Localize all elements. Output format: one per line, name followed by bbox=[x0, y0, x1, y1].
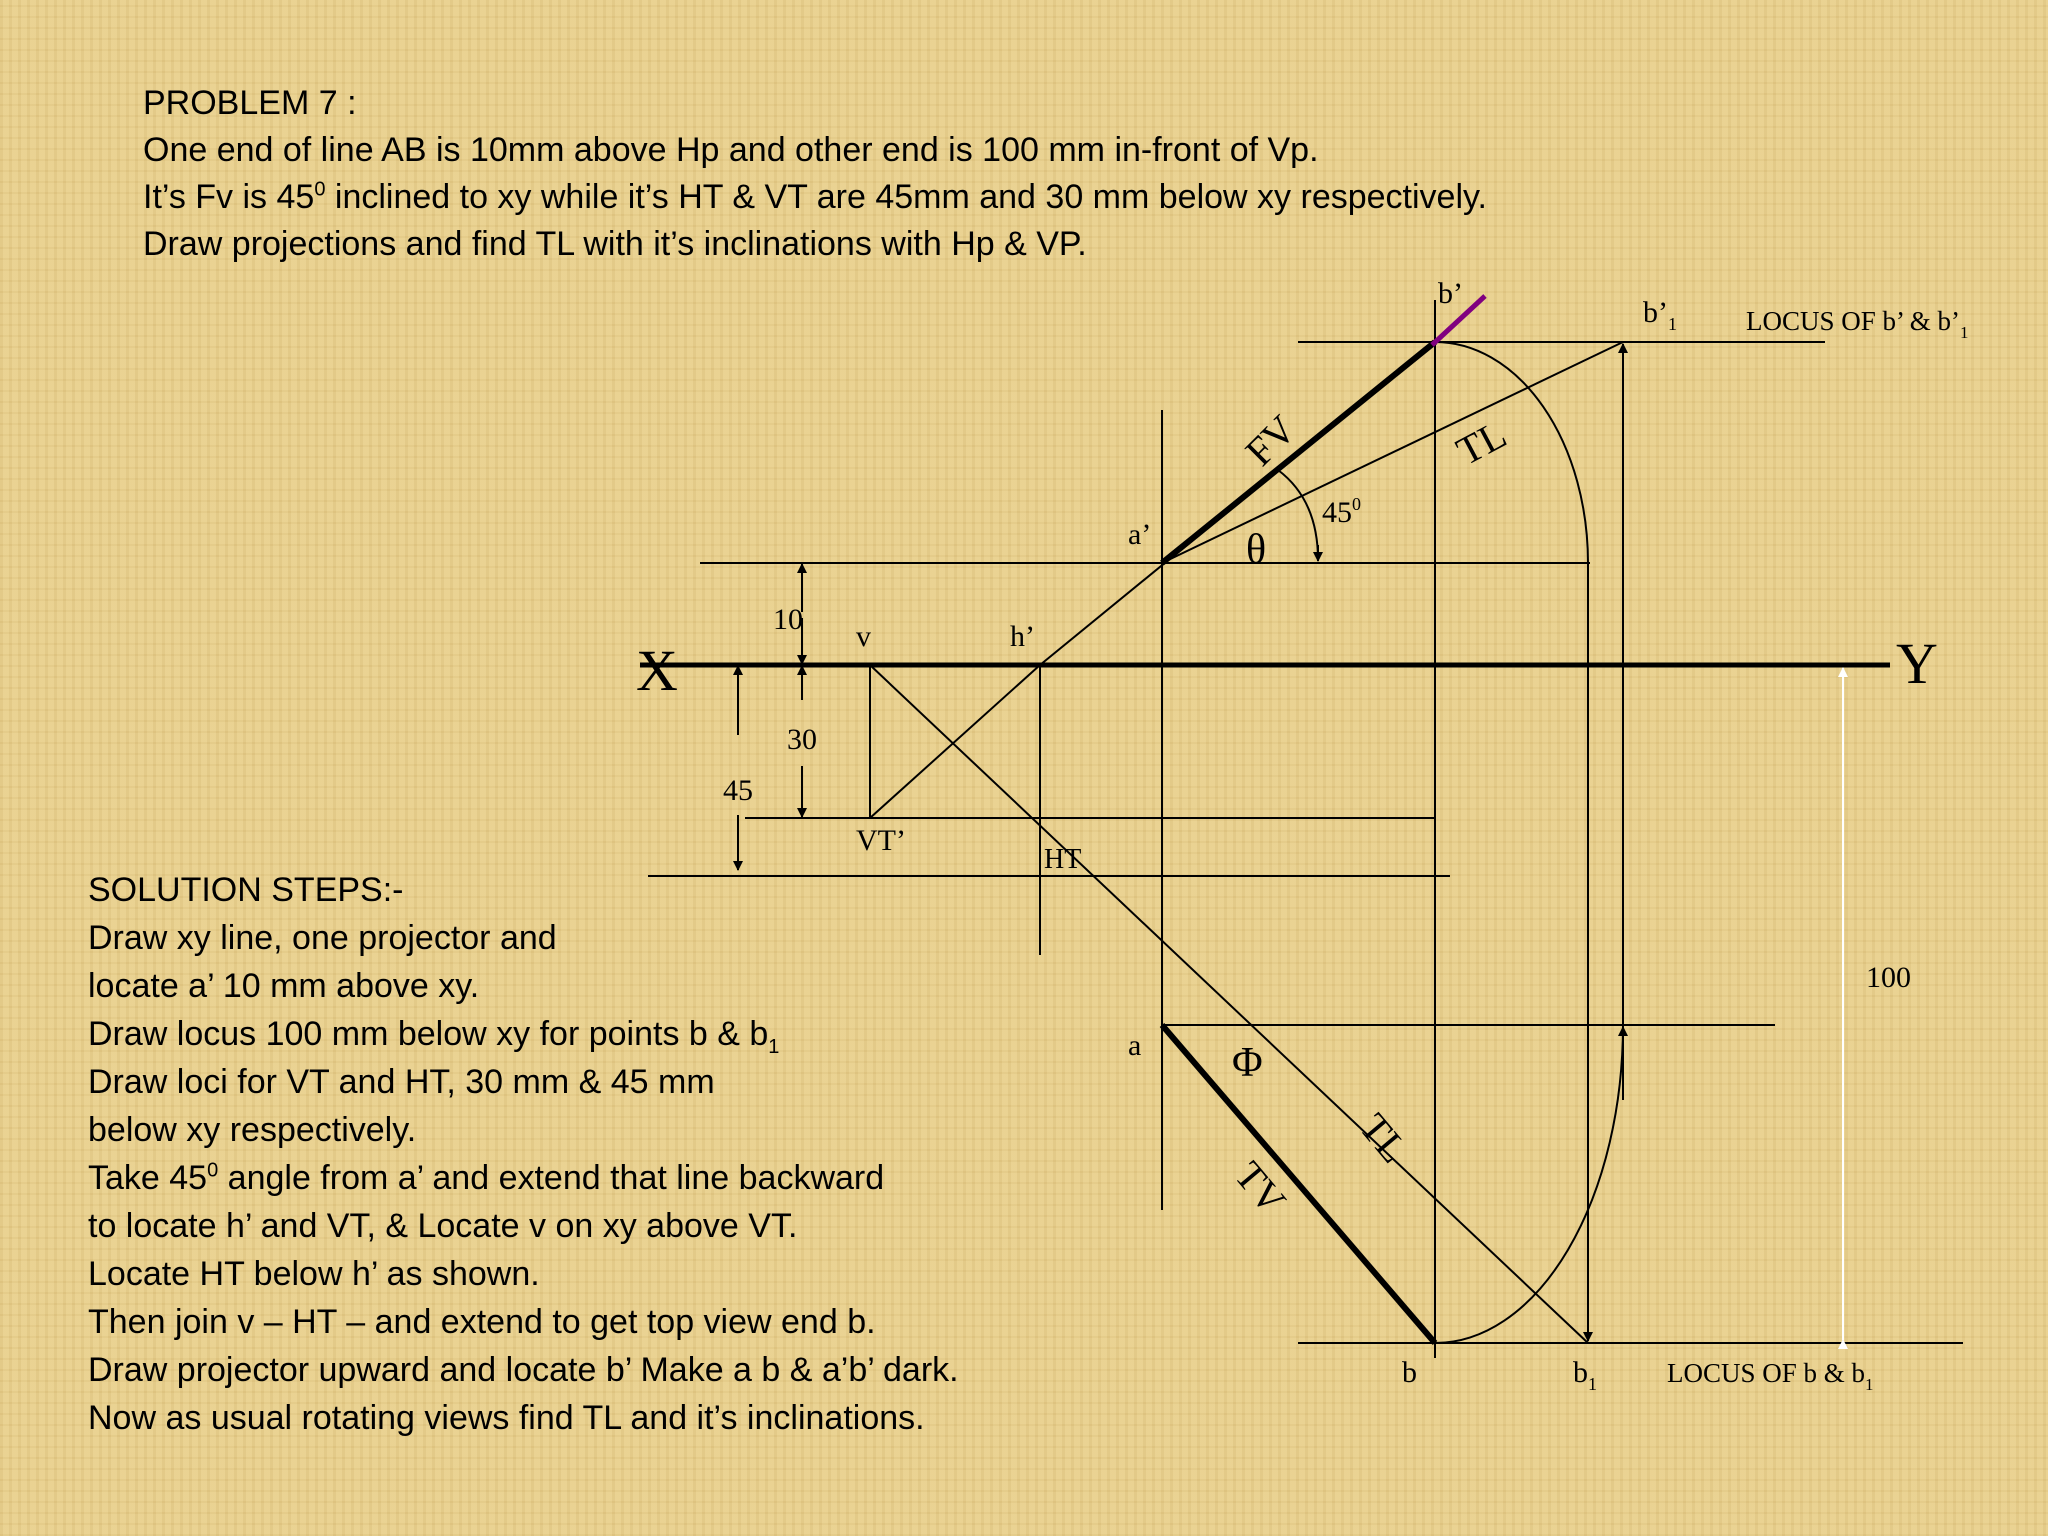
step-line: Draw locus 100 mm below xy for points b & $b_1$ bbox=[88, 1015, 780, 1058]
a-prime-label: a’ bbox=[1128, 518, 1152, 551]
locus-top-label: LOCUS OF b’ & $b’_1$ bbox=[1746, 306, 1969, 342]
construction-line bbox=[870, 665, 1588, 1343]
angle-arc bbox=[1278, 470, 1318, 560]
tl-top-label: TL bbox=[1449, 411, 1514, 474]
b-prime-label: b’ bbox=[1438, 277, 1463, 310]
step-line: Draw loci for VT and HT, 30 mm & 45 mm bbox=[88, 1063, 715, 1101]
v-label: v bbox=[856, 620, 871, 653]
step-line: Now as usual rotating views find TL and it’s inclinations. bbox=[88, 1399, 925, 1437]
step-line: Take $45^0$ angle from a’ and extend that line backward bbox=[88, 1159, 885, 1197]
fv-label: FV bbox=[1236, 406, 1305, 475]
step-line: Draw xy line, one projector and bbox=[88, 919, 557, 957]
dim-10-label: 10 bbox=[773, 603, 803, 636]
dim-30-label: 30 bbox=[787, 723, 817, 756]
angle-45-label: $45^0$ bbox=[1322, 494, 1361, 529]
arc-bottom bbox=[1435, 1025, 1623, 1343]
step-line: Draw projector upward and locate b’ Make a b & a’b’ dark. bbox=[88, 1351, 959, 1389]
problem-line-2: It’s Fv is $45^0$ inclined to xy while it’s HT & VT are 45mm and 30 mm below xy respectively. bbox=[143, 178, 1487, 216]
tl-bottom-label: TL bbox=[1351, 1104, 1417, 1172]
problem-line-1: One end of line AB is 10mm above Hp and other end is 100 mm in-front of Vp. bbox=[143, 131, 1319, 169]
h-prime-label: h’ bbox=[1010, 620, 1035, 653]
tv-dark bbox=[1162, 1025, 1435, 1343]
tv-label: TV bbox=[1226, 1152, 1295, 1223]
ht-label: HT bbox=[1044, 844, 1082, 875]
step-line: to locate h’ and VT, & Locate v on xy above VT. bbox=[88, 1207, 798, 1245]
steps-heading: SOLUTION STEPS:- bbox=[88, 871, 404, 909]
vt-label: VT’ bbox=[856, 824, 906, 857]
dim-45-label: 45 bbox=[723, 774, 753, 807]
phi-label: Φ bbox=[1232, 1040, 1263, 1086]
a-label: a bbox=[1128, 1029, 1142, 1062]
b1-label: $b_1$ bbox=[1573, 1356, 1597, 1394]
step-line: Locate HT below h’ as shown. bbox=[88, 1255, 540, 1293]
step-line: Then join v – HT – and extend to get top view end b. bbox=[88, 1303, 876, 1341]
x-label: X bbox=[636, 638, 678, 703]
problem-title: PROBLEM 7 : bbox=[143, 84, 357, 122]
b-label: b bbox=[1402, 1356, 1417, 1389]
b1-prime-label: $b’_1$ bbox=[1643, 296, 1677, 334]
locus-bottom-label: LOCUS OF b & $b_1$ bbox=[1667, 1358, 1874, 1394]
theta-label: θ bbox=[1246, 527, 1267, 573]
step-line: locate a’ 10 mm above xy. bbox=[88, 967, 480, 1005]
dim-100-label: 100 bbox=[1866, 961, 1911, 994]
y-label: Y bbox=[1896, 631, 1938, 696]
problem-line-3: Draw projections and find TL with it’s inclinations with Hp & VP. bbox=[143, 225, 1087, 263]
step-line: below xy respectively. bbox=[88, 1111, 417, 1149]
